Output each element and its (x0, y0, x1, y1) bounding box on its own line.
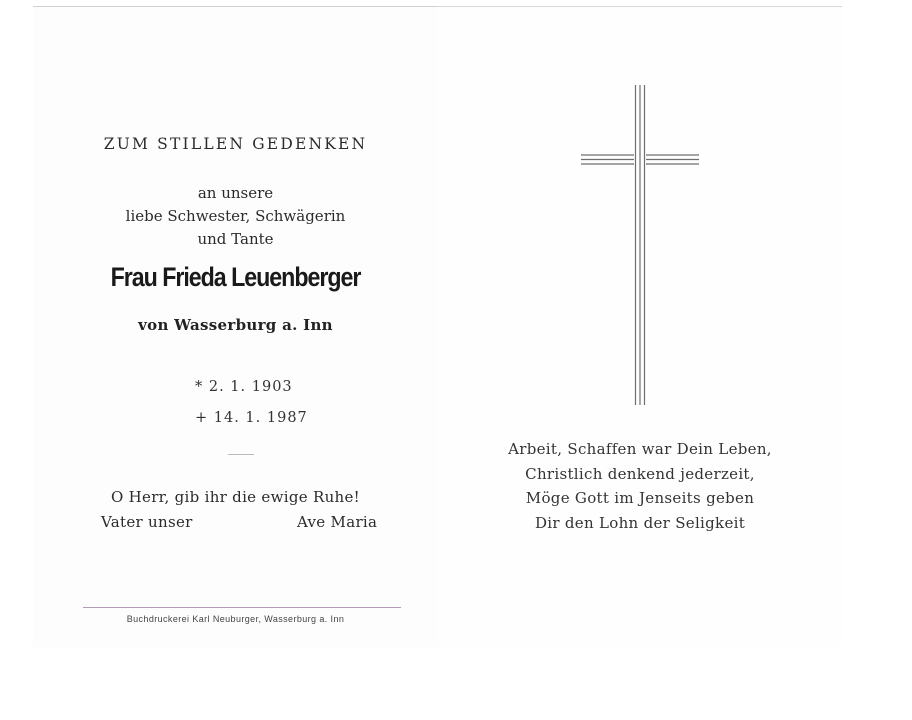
printer-credit: Buchdruckerei Karl Neuburger, Wasserburg a. Inn (126, 614, 345, 624)
poem-line: Möge Gott im Jenseits geben (525, 489, 755, 507)
poem-line: Christlich denkend jederzeit, (525, 464, 755, 483)
poem-line: Dir den Lohn der Seligkeit (534, 513, 746, 532)
intro-line: an unsere (197, 184, 274, 202)
memorial-card-back (438, 6, 842, 647)
birth-date: * 2. 1. 1903 (195, 379, 293, 395)
poem (438, 437, 842, 535)
memorial-card-front (33, 6, 438, 647)
prayer-vater-unser: Vater unser (101, 513, 193, 531)
prayer-text: O Herr, gib ihr die ewige Ruhe! (110, 488, 361, 506)
card-heading: ZUM STILLEN GEDENKEN (103, 135, 368, 153)
prayer-ave-maria: Ave Maria (297, 513, 378, 531)
death-date: + 14. 1. 1987 (195, 410, 308, 426)
deceased-name: Frau Frieda Leuenberger (110, 262, 361, 292)
divider (228, 454, 254, 455)
deceased-origin: von Wasserburg a. Inn (138, 316, 333, 334)
poem-line: Arbeit, Schaffen war Dein Leben, (508, 440, 772, 458)
intro-line: liebe Schwester, Schwägerin (125, 207, 346, 225)
printer-divider (83, 607, 401, 608)
intro-line: und Tante (197, 230, 274, 248)
cross-icon-graphic (438, 7, 842, 427)
